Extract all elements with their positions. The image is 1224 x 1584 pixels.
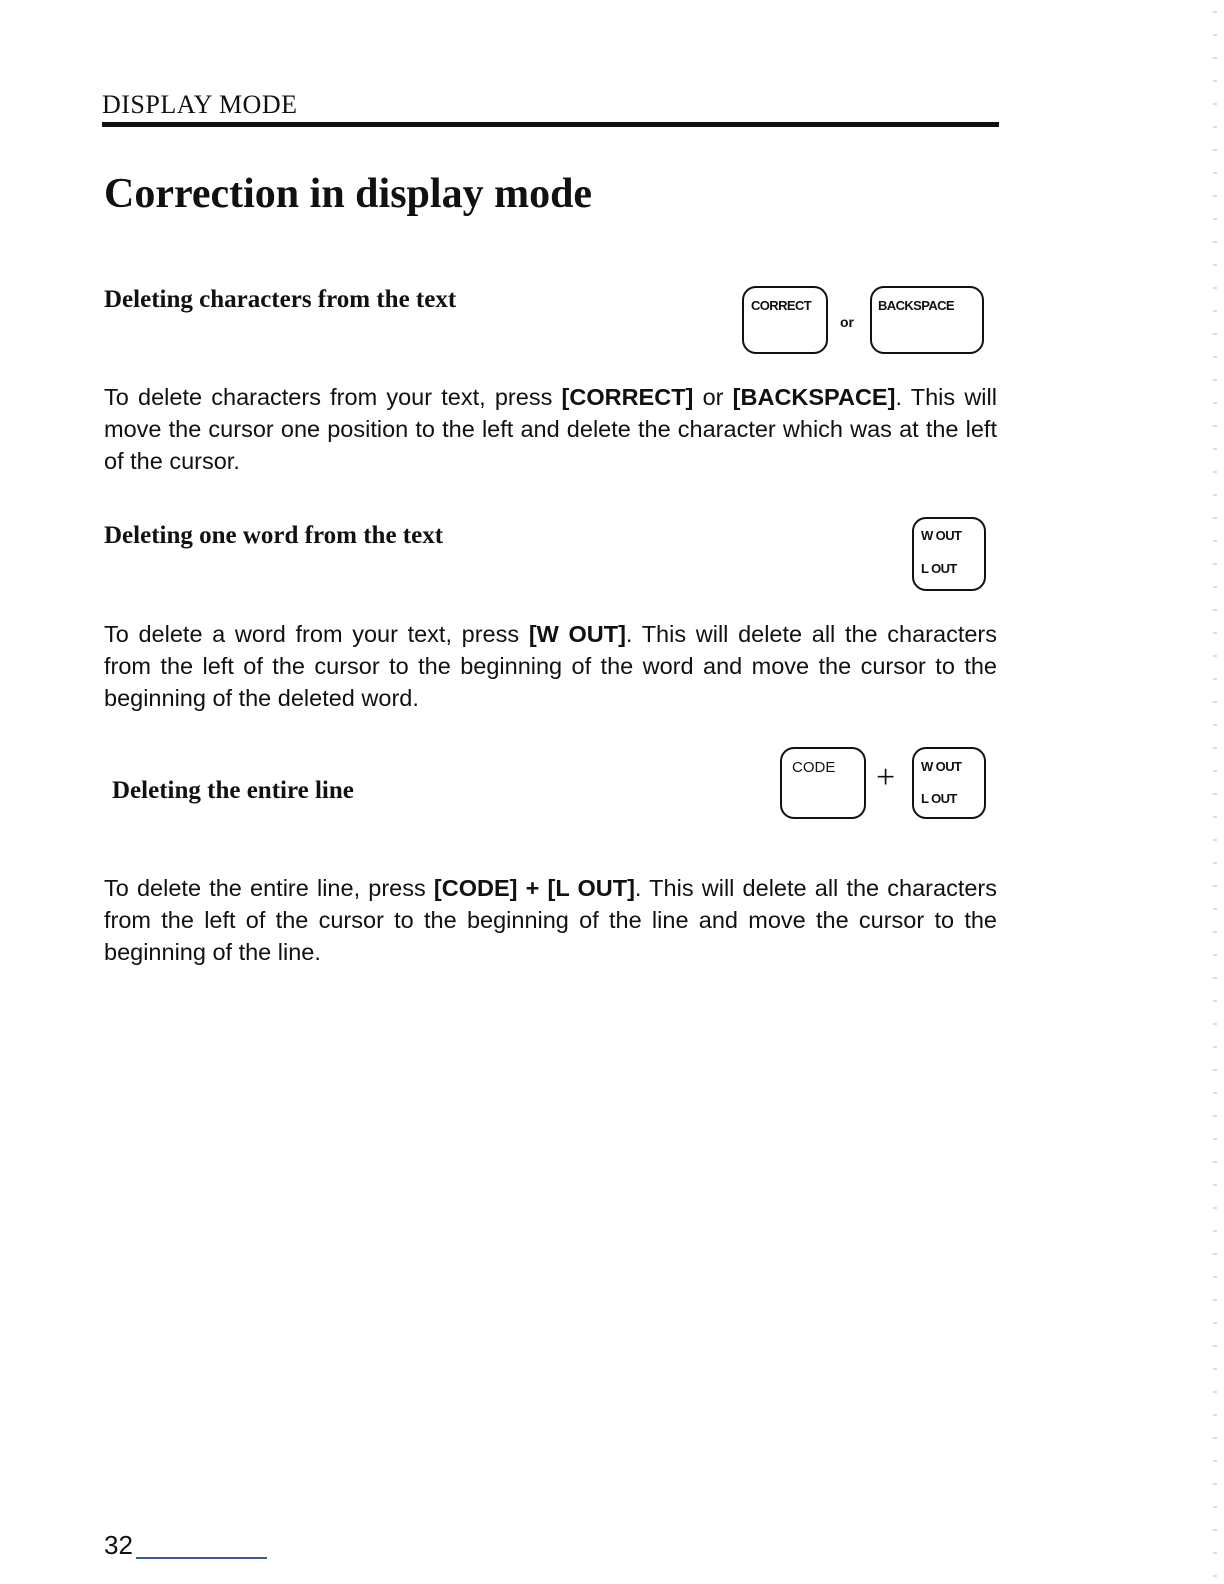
key-combo-correct-or-backspace [738, 282, 988, 356]
wout-key-label-combo: W OUT [921, 759, 962, 774]
wout-lout-key-combo [912, 747, 986, 819]
correct-key-ref: [CORRECT] [561, 384, 694, 410]
scan-edge-marks [1208, 0, 1220, 1584]
wout-key-label: W OUT [921, 528, 962, 543]
page-title: Correction in display mode [104, 171, 593, 217]
key-combo-code-plus-lout [778, 745, 990, 823]
section-heading-delete-word: Deleting one word from the text [104, 522, 444, 549]
section-heading-delete-line: Deleting the entire line [112, 777, 354, 804]
lout-key-label: L OUT [921, 561, 957, 576]
backspace-key [870, 286, 984, 354]
correct-key-label: CORRECT [751, 298, 812, 313]
correct-key [742, 286, 828, 354]
or-connector: or [840, 314, 854, 330]
paragraph-delete-characters: To delete characters from your text, press [CORRECT] or [BACKSPACE]. This will move the cursor one position to the left and delete the character which was at the left of the cursor. [104, 384, 997, 474]
page-number: 32 [104, 1530, 133, 1560]
lout-key-label-combo: L OUT [921, 791, 957, 806]
wout-key-ref: [W OUT] [528, 621, 626, 647]
wout-lout-key [912, 517, 986, 591]
paragraph-delete-word: To delete a word from your text, press [W OUT]. This will delete all the characters from the left of the cursor to the beginning of the word and move the cursor to the beginning of the deleted word. [104, 621, 997, 711]
footer-rule [136, 1557, 267, 1559]
backspace-key-label: BACKSPACE [878, 298, 954, 313]
code-key [780, 747, 866, 819]
code-key-label: CODE [792, 759, 836, 776]
backspace-key-ref: [BACKSPACE] [732, 384, 896, 410]
running-header: DISPLAY MODE [102, 90, 298, 119]
paragraph-delete-line: To delete the entire line, press [CODE] + [L OUT]. This will delete all the characters from the left of the cursor to the beginning of the line and move the cursor to the beginning of the line. [104, 875, 997, 965]
header-rule [102, 122, 999, 127]
section-heading-delete-characters: Deleting characters from the text [104, 286, 457, 313]
plus-connector: + [876, 759, 896, 796]
code-lout-key-ref: [CODE] + [L OUT] [433, 875, 635, 901]
